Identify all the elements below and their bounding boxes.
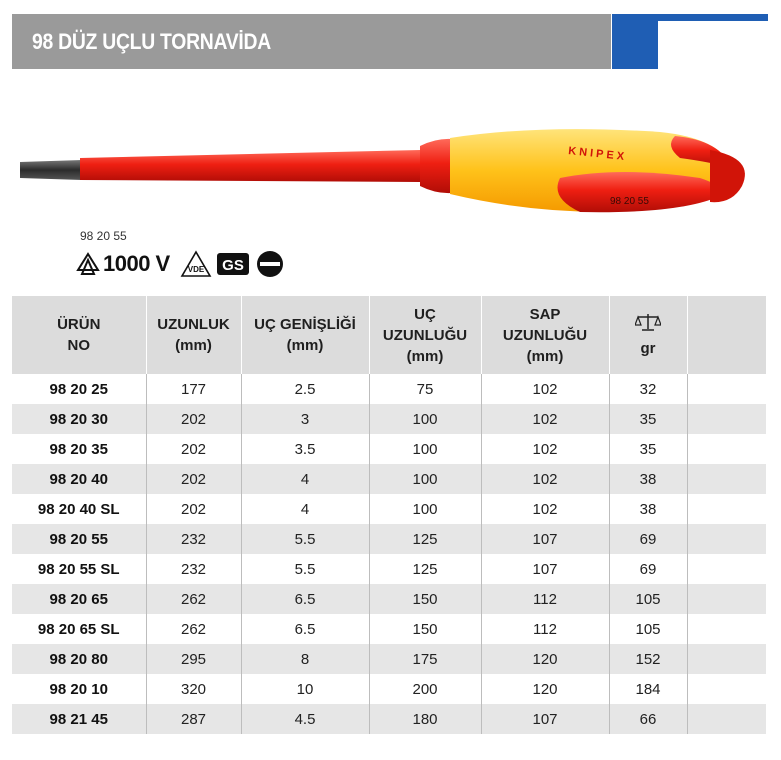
weight-cell: 152	[609, 644, 687, 674]
weight-cell: 105	[609, 584, 687, 614]
table-row	[12, 674, 766, 704]
title-bar	[12, 14, 611, 69]
tip-width-cell: 8	[241, 644, 369, 674]
product-no-cell: 98 20 30	[12, 404, 146, 434]
weight-cell: 32	[609, 374, 687, 404]
tip-width-cell: 4	[241, 494, 369, 524]
insulated-shaft	[80, 150, 430, 182]
empty-cell	[687, 704, 766, 734]
tip-length-cell: 200	[369, 674, 481, 704]
blade-tip	[20, 160, 82, 180]
screwdriver-image	[20, 128, 760, 228]
weight-cell: 35	[609, 434, 687, 464]
weight-cell: 184	[609, 674, 687, 704]
handle-length-cell: 107	[481, 554, 609, 584]
product-no-cell: 98 20 80	[12, 644, 146, 674]
length-cell: 262	[146, 584, 241, 614]
tip-length-cell: 100	[369, 494, 481, 524]
handle-red-end	[710, 150, 745, 202]
tip-width-cell: 10	[241, 674, 369, 704]
tip-length-cell: 150	[369, 584, 481, 614]
svg-text:GS: GS	[221, 257, 244, 274]
handle-length-cell: 112	[481, 614, 609, 644]
weight-cell: 35	[609, 404, 687, 434]
tip-length-cell: 100	[369, 464, 481, 494]
column-header-weight: gr	[609, 296, 687, 374]
product-no-cell: 98 20 65 SL	[12, 614, 146, 644]
length-cell: 262	[146, 614, 241, 644]
product-no-cell: 98 21 45	[12, 704, 146, 734]
weight-cell: 38	[609, 494, 687, 524]
product-no-cell: 98 20 55 SL	[12, 554, 146, 584]
length-cell: 287	[146, 704, 241, 734]
tip-width-cell: 6.5	[241, 614, 369, 644]
handle-length-cell: 112	[481, 584, 609, 614]
handle-length-cell: 107	[481, 524, 609, 554]
length-cell: 202	[146, 494, 241, 524]
tip-length-cell: 100	[369, 404, 481, 434]
handle-length-cell: 102	[481, 404, 609, 434]
table-row	[12, 404, 766, 434]
empty-cell	[687, 644, 766, 674]
spec-table	[12, 296, 766, 734]
weight-cell: 38	[609, 464, 687, 494]
length-cell: 202	[146, 464, 241, 494]
length-cell: 295	[146, 644, 241, 674]
product-no-cell: 98 20 55	[12, 524, 146, 554]
length-cell: 232	[146, 524, 241, 554]
table-row	[12, 614, 766, 644]
product-code: 98 20 55	[80, 229, 127, 243]
tip-length-cell: 100	[369, 434, 481, 464]
certification-row	[76, 249, 284, 279]
tip-width-cell: 3	[241, 404, 369, 434]
handle-length-cell: 107	[481, 704, 609, 734]
tip-width-cell: 4.5	[241, 704, 369, 734]
empty-cell	[687, 464, 766, 494]
voltage-rating: 1000 V	[103, 251, 170, 276]
column-header-length: UZUNLUK (mm)	[146, 296, 241, 374]
page-title: 98 DÜZ UÇLU TORNAVİDA	[32, 29, 271, 54]
handle-length-cell: 102	[481, 434, 609, 464]
svg-text:VDE: VDE	[187, 265, 204, 274]
empty-cell	[687, 404, 766, 434]
length-cell: 320	[146, 674, 241, 704]
column-header-tip-width: UÇ GENİŞLİĞİ (mm)	[241, 296, 369, 374]
tip-width-cell: 5.5	[241, 524, 369, 554]
slotted-tip-icon	[256, 250, 284, 278]
table-row	[12, 434, 766, 464]
empty-cell	[687, 494, 766, 524]
product-no-cell: 98 20 40	[12, 464, 146, 494]
product-no-cell: 98 20 25	[12, 374, 146, 404]
table-row	[12, 584, 766, 614]
handle-length-cell: 102	[481, 374, 609, 404]
length-cell: 202	[146, 434, 241, 464]
empty-cell	[687, 554, 766, 584]
scale-icon	[635, 312, 661, 332]
tip-width-cell: 4	[241, 464, 369, 494]
handle-length-cell: 120	[481, 674, 609, 704]
tip-width-cell: 2.5	[241, 374, 369, 404]
length-cell: 232	[146, 554, 241, 584]
tip-length-cell: 125	[369, 554, 481, 584]
product-no-cell: 98 20 10	[12, 674, 146, 704]
tip-width-cell: 3.5	[241, 434, 369, 464]
weight-cell: 66	[609, 704, 687, 734]
brand-accent-block	[612, 14, 658, 69]
handle-length-cell: 102	[481, 464, 609, 494]
length-cell: 177	[146, 374, 241, 404]
column-header-tip-length: UÇ UZUNLUĞU (mm)	[369, 296, 481, 374]
tip-width-cell: 5.5	[241, 554, 369, 584]
length-cell: 202	[146, 404, 241, 434]
empty-cell	[687, 614, 766, 644]
tip-length-cell: 125	[369, 524, 481, 554]
table-row	[12, 464, 766, 494]
brand-accent-line	[658, 14, 768, 21]
column-header-product-no: ÜRÜN NO	[12, 296, 146, 374]
empty-cell	[687, 524, 766, 554]
weight-cell: 69	[609, 554, 687, 584]
empty-cell	[687, 434, 766, 464]
table-header-row	[12, 296, 766, 374]
product-no-cell: 98 20 35	[12, 434, 146, 464]
empty-cell	[687, 584, 766, 614]
table-row	[12, 704, 766, 734]
gs-certification-icon	[216, 250, 250, 278]
empty-cell	[687, 374, 766, 404]
empty-cell	[687, 674, 766, 704]
tip-width-cell: 6.5	[241, 584, 369, 614]
table-row	[12, 524, 766, 554]
column-header-empty	[687, 296, 766, 374]
weight-cell: 105	[609, 614, 687, 644]
brand-print: KNIPEX	[567, 145, 628, 164]
tip-length-cell: 150	[369, 614, 481, 644]
handle-print: 98 20 55	[610, 196, 649, 207]
table-row	[12, 644, 766, 674]
handle-length-cell: 102	[481, 494, 609, 524]
tip-length-cell: 75	[369, 374, 481, 404]
tip-length-cell: 180	[369, 704, 481, 734]
column-header-handle-length: SAP UZUNLUĞU (mm)	[481, 296, 609, 374]
table-row	[12, 494, 766, 524]
vde-certification-icon	[180, 250, 212, 278]
weight-cell: 69	[609, 524, 687, 554]
product-no-cell: 98 20 65	[12, 584, 146, 614]
handle-length-cell: 120	[481, 644, 609, 674]
product-no-cell: 98 20 40 SL	[12, 494, 146, 524]
table-row	[12, 374, 766, 404]
insulation-symbol-icon	[76, 252, 100, 276]
tip-length-cell: 175	[369, 644, 481, 674]
table-row	[12, 554, 766, 584]
